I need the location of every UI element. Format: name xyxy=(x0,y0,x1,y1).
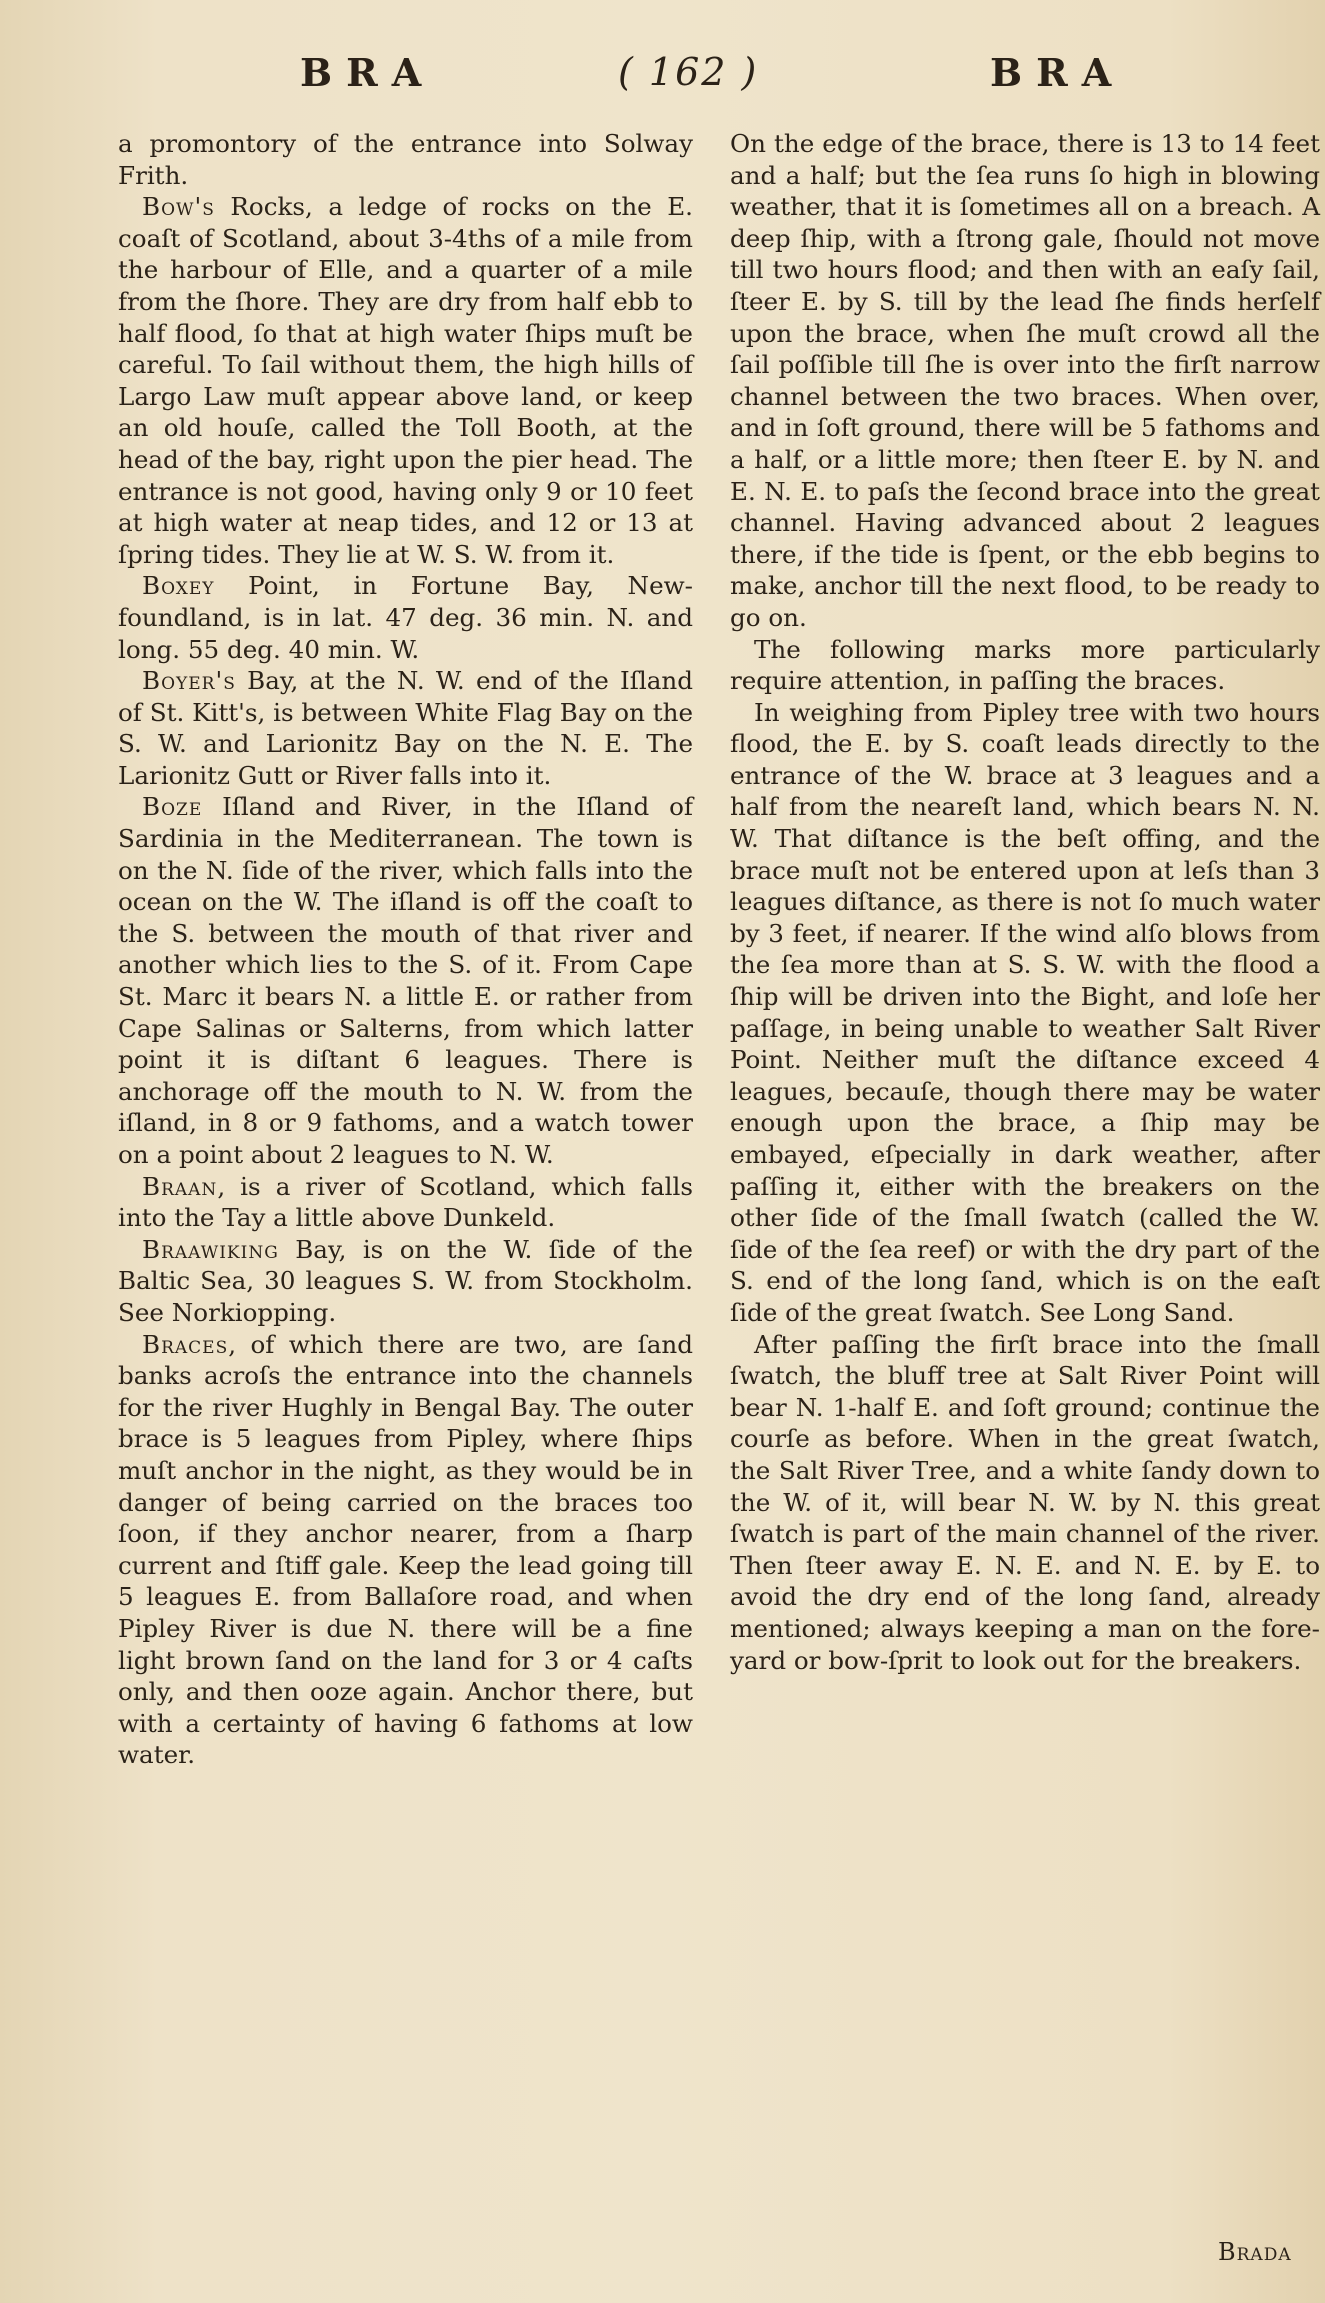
entry-headword: Braawiking xyxy=(142,1234,279,1264)
entry-headword: Boxey xyxy=(142,571,215,601)
entry-paragraph xyxy=(118,1329,693,1771)
header-right-word: BRA xyxy=(990,50,1126,95)
entry-text: On the edge of the brace, there is 13 to 14 feet and a half; but the ſea runs ſo high in blowing weather, that it is ſometimes all on a breach. A deep ſhip, with a ſtrong gale, ſhould not move till two hours flood; and then with an eaſy ſail, ſteer E. by S. till by the lead ſhe finds herſelf upon the brace, when ſhe muſt crowd all the ſail poſſible till ſhe is over into the firſt narrow channel between the two braces. When over, and in ſoft ground, there will be 5 fathoms and a half, or a little more; then ſteer E. by N. and E. N. E. to paſs the ſecond brace into the great channel. Having advanced about 2 leagues there, if the tide is ſpent, or the ebb begins to make, anchor till the next flood, to be ready to go on. xyxy=(730,129,1320,632)
entry-paragraph xyxy=(118,1171,693,1234)
entry-headword: Boze xyxy=(142,792,203,822)
entry-text: a promontory of the entrance into Solway Frith. xyxy=(118,129,693,190)
running-header xyxy=(0,50,1325,110)
entry-text: Bay, at the N. W. end of the Iſland of St. Kitt's, is between White Flag Bay on the S. W. and Larionitz Bay on the N. E. The Larionitz Gutt or River falls into it. xyxy=(118,666,693,790)
entry-text: , is a river of Scotland, which falls into the Tay a little above Dunkeld. xyxy=(118,1171,693,1233)
entry-paragraph xyxy=(118,128,693,191)
right-column xyxy=(730,128,1320,1676)
entry-paragraph xyxy=(730,697,1320,1329)
entry-headword: Boyer's xyxy=(142,666,236,696)
entry-headword: Braces xyxy=(142,1329,229,1359)
entry-text: Point, in Fortune Bay, New-foundland, is in lat. 47 deg. 36 min. N. and long. 55 deg. 40 min. W. xyxy=(118,571,693,664)
entry-text: After paſſing the firſt brace into the ſmall ſwatch, the bluff tree at Salt River Point will bear N. 1-half E. and ſoft ground; continue the courſe as before. When in the great ſwatch, the Salt River Tree, and a white ſandy down to the W. of it, will bear N. W. by N. this great ſwatch is part of the main channel of the river. Then ſteer away E. N. E. and N. E. by E. to avoid the dry end of the long ſand, already mentioned; always keeping a man on the fore-yard or bow-ſprit to look out for the breakers. xyxy=(730,1329,1320,1675)
entry-text: The following marks more particularly require attention, in paſſing the braces. xyxy=(730,634,1320,696)
entry-headword: Bow's xyxy=(142,192,215,222)
entry-paragraph xyxy=(118,665,693,791)
entry-paragraph xyxy=(730,1329,1320,1677)
entry-paragraph xyxy=(118,1234,693,1329)
header-left-word: BRA xyxy=(300,50,436,95)
entry-paragraph xyxy=(118,570,693,665)
entry-paragraph xyxy=(118,191,693,570)
entry-text: Iſland and River, in the Iſland of Sardinia in the Mediterranean. The town is on the N. ſide of the river, which falls into the ocean on the W. The iſland is off the coaſt to the S. between the mouth of that river and another which lies to the S. of it. From Cape St. Marc it bears N. a little E. or rather from Cape Salinas or Salterns, from which latter point it is diſtant 6 leagues. There is anchorage off the mouth to N. W. from the iſland, in 8 or 9 fathoms, and a watch tower on a point about 2 leagues to N. W. xyxy=(118,792,693,1169)
entry-text: Bay, is on the W. ſide of the Baltic Sea, 30 leagues S. W. from Stockholm. See Norkiopping. xyxy=(118,1234,693,1327)
entry-text: In weighing from Pipley tree with two hours flood, the E. by S. coaſt leads directly to the entrance of the W. brace at 3 leagues and a half from the neareſt land, which bears N. N. W. That diſtance is the beſt offing, and the brace muſt not be entered upon at leſs than 3 leagues diſtance, as there is not ſo much water by 3 feet, if nearer. If the wind alſo blows from the ſea more than at S. S. W. with the flood a ſhip will be driven into the Bight, and loſe her paſſage, in being unable to weather Salt River Point. Neither muſt the diſtance exceed 4 leagues, becauſe, though there may be water enough upon the brace, a ſhip may be embayed, eſpecially in dark weather, after paſſing it, either with the breakers on the other ſide of the ſmall ſwatch (called the W. ſide of the ſea reef) or with the dry part of the S. end of the long ſand, which is on the eaſt ſide of the great ſwatch. See Long Sand. xyxy=(730,697,1320,1327)
catchword: Brada xyxy=(1218,2238,1292,2266)
left-column xyxy=(118,128,693,1771)
entry-paragraph xyxy=(118,791,693,1170)
entry-text: Rocks, a ledge of rocks on the E. coaſt of Scotland, about 3-4ths of a mile from the harbour of Elle, and a quarter of a mile from the ſhore. They are dry from half ebb to half flood, ſo that at high water ſhips muſt be careful. To ſail without them, the high hills of Largo Law muſt appear above land, or keep an old houſe, called the Toll Booth, at the head of the bay, right upon the pier head. The entrance is not good, having only 9 or 10 feet at high water at neap tides, and 12 or 13 at ſpring tides. They lie at W. S. W. from it. xyxy=(118,192,693,569)
entry-text: , of which there are two, are ſand banks acroſs the entrance into the channels for the river Hughly in Bengal Bay. The outer brace is 5 leagues from Pipley, where ſhips muſt anchor in the night, as they would be in danger of being carried on the braces too ſoon, if they anchor nearer, from a ſharp current and ſtiff gale. Keep the lead going till 5 leagues E. from Ballaſore road, and when Pipley River is due N. there will be a fine light brown ſand on the land for 3 or 4 caſts only, and then ooze again. Anchor there, but with a certainty of having 6 fathoms at low water. xyxy=(118,1329,693,1770)
entry-headword: Braan xyxy=(142,1171,218,1201)
entry-paragraph xyxy=(730,634,1320,697)
entry-paragraph xyxy=(730,128,1320,634)
page-number: ( 162 ) xyxy=(618,50,759,94)
